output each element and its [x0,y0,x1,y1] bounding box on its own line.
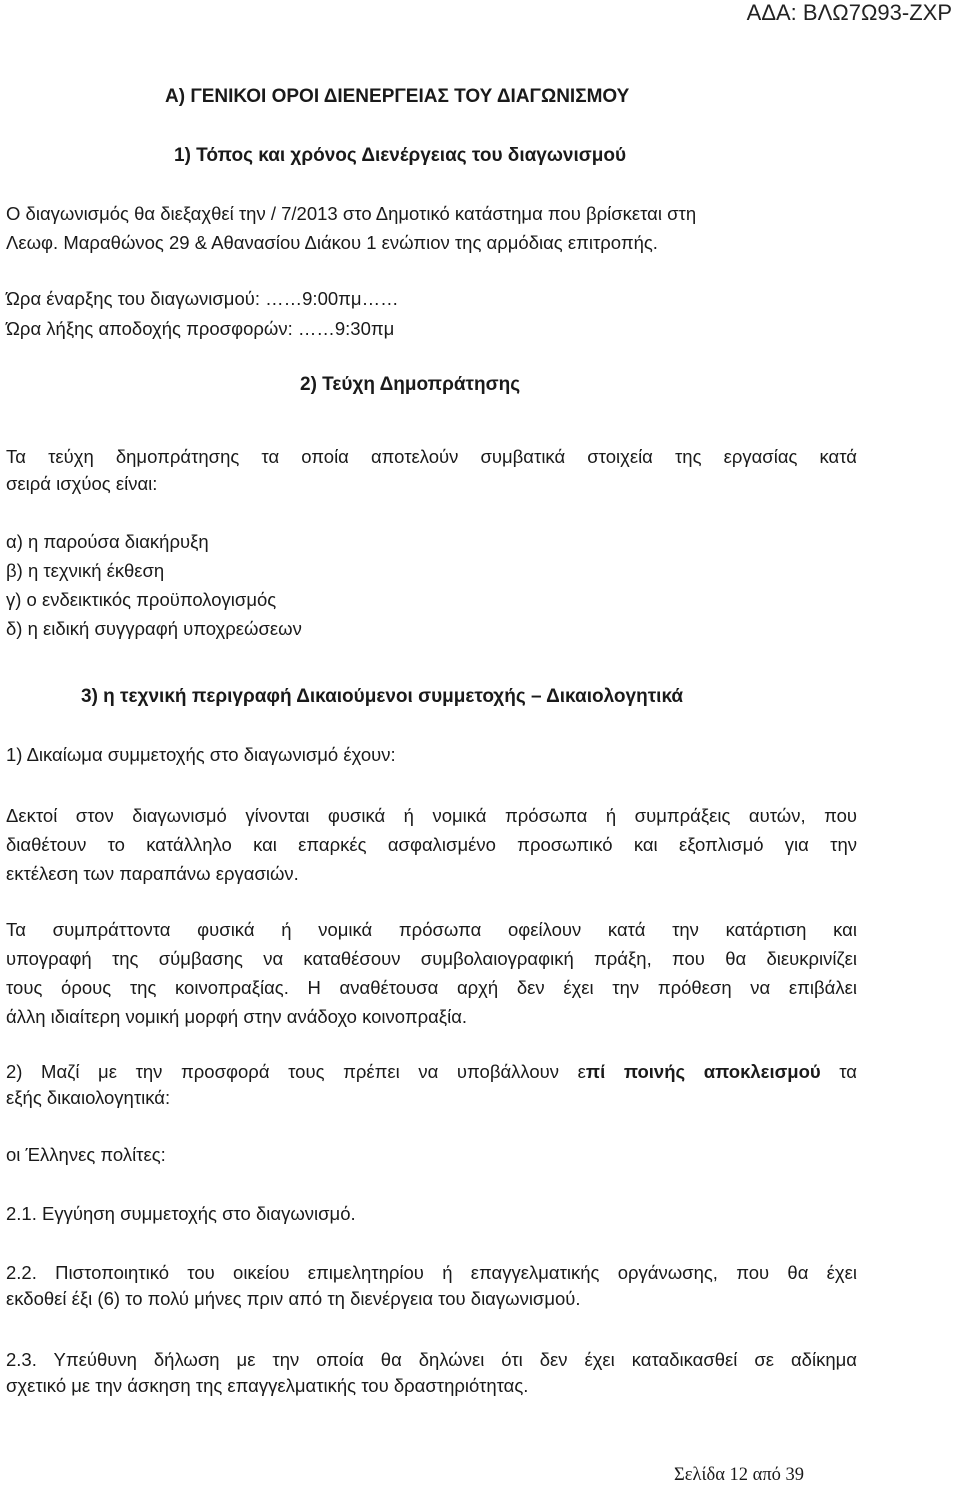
section-3-title: 3) η τεχνική περιγραφή Δικαιούμενοι συμμετοχής – Δικαιολογητικά [81,686,684,707]
s3-paragraph-1: 1) Δικαίωμα συμμετοχής στο διαγωνισμό έχουν: [6,744,396,765]
section-a-title: Α) ΓΕΝΙΚΟΙ ΟΡΟΙ ΔΙΕΝΕΡΓΕΙΑΣ ΤΟΥ ΔΙΑΓΩΝΙΣΜΟΥ [165,86,630,107]
s2-intro-line-1: Τα τεύχη δημοπράτησης τα οποία αποτελούν συμβατικά στοιχεία της εργασίας κατά [6,446,857,467]
s3-p3-line-3: τους όρους της κοινοπραξίας. Η αναθέτουσα αρχή δεν έχει την πρόθεση να επιβάλει [6,977,857,998]
s3-p3-line-2: υπογραφή της σύμβασης να καταθέσουν συμβολαιογραφική πράξη, που θα διευκρινίζει [6,948,857,969]
s3-p4-text-after: τα [820,1061,857,1082]
s3-paragraph-4 [6,1057,857,1086]
ada-code: ΑΔΑ: ΒΛΩ7Ω93-ΖΧΡ [746,0,952,25]
page-number: Σελίδα 12 από 39 [674,1465,805,1485]
d23-line-1: 2.3. Υπεύθυνη δήλωση με την οποία θα δηλώνει ότι δεν έχει καταδικασθεί σε αδίκημα [6,1349,857,1370]
s3-p4-line-1 [6,1057,857,1086]
section-2-title: 2) Τεύχη Δημοπράτησης [300,374,521,395]
s1-paragraph-line-1: Ο διαγωνισμός θα διεξαχθεί την / 7/2013 στο Δημοτικό κατάστημα που βρίσκεται στη [6,203,697,224]
s3-p2-line-1: Δεκτοί στον διαγωνισμό γίνονται φυσικά ή νομικά πρόσωπα ή συμπράξεις αυτών, που [6,805,857,826]
d22-line-1: 2.2. Πιστοποιητικό του οικείου επιμελητηρίου ή επαγγελματικής οργάνωσης, που θα έχει [6,1262,857,1283]
list-item: γ) ο ενδεικτικός προϋπολογισμός [6,589,277,610]
s2-intro [6,442,857,471]
s3-p3-line-1: Τα συμπράττοντα φυσικά ή νομικά πρόσωπα οφείλουν κατά την κατάρτιση και [6,919,857,940]
s1-paragraph-line-2: Λεωφ. Μαραθώνος 29 & Αθανασίου Διάκου 1 ενώπιον της αρμόδιας επιτροπής. [6,232,658,253]
s2-intro-line-2: σειρά ισχύος είναι: [6,473,158,494]
start-time: Ώρα έναρξης του διαγωνισμού: ……9:00πμ…… [6,288,399,309]
s3-p4-emphasis: πί ποινής αποκλεισμού [585,1061,821,1082]
s3-p2-line-3: εκτέλεση των παραπάνω εργασιών. [6,863,299,884]
s3-p4-text-before: 2) Μαζί με την προσφορά τους πρέπει να υποβάλλουν ε [6,1061,586,1082]
section-1-title: 1) Τόπος και χρόνος Διενέργειας του διαγωνισμού [174,145,627,166]
document-2-2 [6,1258,857,1287]
list-item: β) η τεχνική έκθεση [6,560,165,581]
d23-line-2: σχετικό με την άσκηση της επαγγελματικής του δραστηριότητας. [6,1375,529,1396]
document-2-3 [6,1345,857,1374]
s3-paragraph-3 [6,915,857,1031]
d22-line-2: εκδοθεί έξι (6) το πολύ μήνες πριν από τη διενέργεια του διαγωνισμού. [6,1288,581,1309]
list-item: δ) η ειδική συγγραφή υποχρεώσεων [6,618,302,639]
s3-p4-line-2: εξής δικαιολογητικά: [6,1087,171,1108]
list-item: α) η παρούσα διακήρυξη [6,531,209,552]
s3-p2-line-2: διαθέτουν το κατάλληλο και επαρκές ασφαλισμένο προσωπικό και εξοπλισμό για την [6,834,857,855]
end-time: Ώρα λήξης αποδοχής προσφορών: ……9:30πμ [6,318,395,339]
s3-paragraph-2 [6,801,857,888]
document-2-1: 2.1. Εγγύηση συμμετοχής στο διαγωνισμό. [6,1203,356,1224]
s3-p3-line-4: άλλη ιδιαίτερη νομική μορφή στην ανάδοχο κοινοπραξία. [6,1006,468,1027]
greek-citizens-label: οι Έλληνες πολίτες: [6,1144,166,1165]
